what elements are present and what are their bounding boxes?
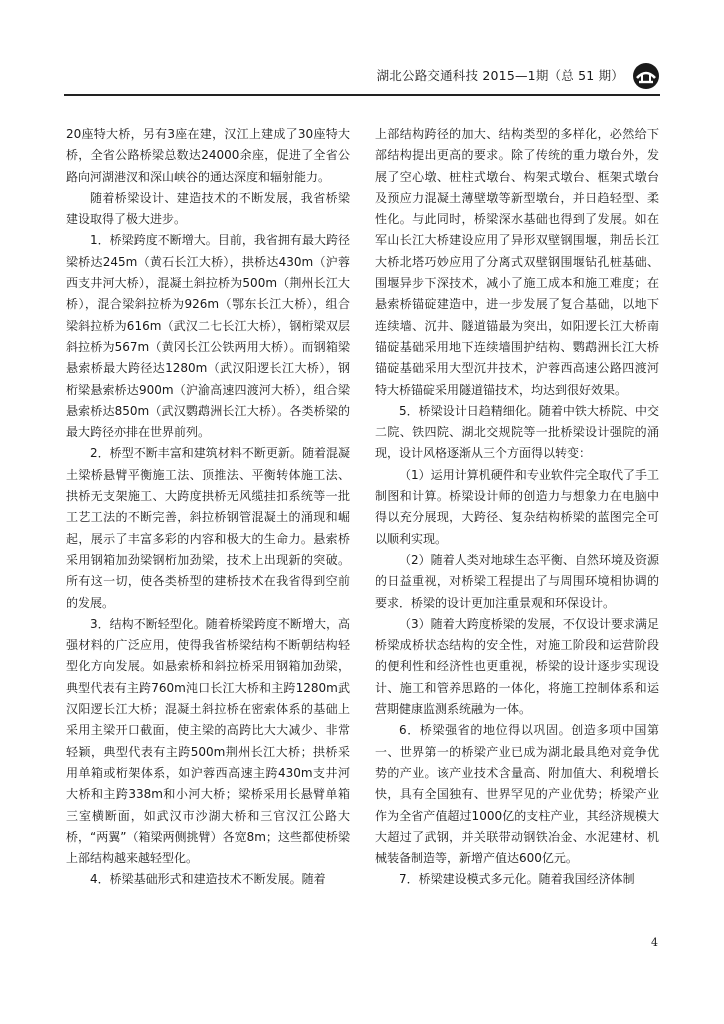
right-column: [375, 124, 659, 891]
journal-logo-icon: [632, 62, 660, 90]
paragraph: 6．桥梁强省的地位得以巩固。创造多项中国第一、世界第一的桥梁产业已成为湖北最具绝对竞争优势的产业。该产业技术含量高、附加值大、利税增长快，具有全国独有、世界罕见的产业优势；桥梁产业作为全省产值超过1000亿的支柱产业，其经济规模大大超过了武钢，并关联带动钢铁冶金、水泥建材、机械装备制造等，新增产值达600亿元。: [375, 723, 659, 866]
paragraph: 20座特大桥，另有3座在建，汉江上建成了30座特大桥，全省公路桥梁总数达24000余座，促进了全省公路向河湖港汊和深山峡谷的通达深度和辐射能力。: [66, 127, 350, 184]
paragraph: 5．桥梁设计日趋精细化。随着中铁大桥院、中交二院、铁四院、湖北交规院等一批桥梁设计强院的涌现，设计风格逐渐从三个方面得以转变：: [375, 403, 659, 461]
paragraph: 1．桥梁跨度不断增大。目前，我省拥有最大跨径梁桥达245m（黄石长江大桥），拱桥达430m（沪蓉西支井河大桥），混凝土斜拉桥为500m（荆州长江大桥），混合梁斜拉桥为926m（鄂东长江大桥），组合梁斜拉桥为616m（武汉二七长江大桥），钢桁梁双层斜拉桥为567m（黄冈长江公铁两用大桥）。而钢箱梁悬索桥最大跨径达1280m（武汉阳逻长江大桥），钢桁梁悬索桥达900m（沪渝高速四渡河大桥），组合梁悬索桥达850m（武汉鹦鹉洲长江大桥）。各类桥梁的最大跨径亦排在世界前列。: [66, 233, 350, 440]
paragraph: （1）运用计算机硬件和专业软件完全取代了手工制图和计算。桥梁设计师的创造力与想象力在电脑中得以充分展现，大跨径、复杂结构桥梁的蓝图完全可以顺利实现。: [375, 467, 659, 546]
paragraph: 7．桥梁建设模式多元化。随着我国经济体制: [399, 872, 635, 887]
running-header: [64, 62, 660, 92]
header-divider: [64, 94, 660, 96]
paragraph: 随着桥梁设计、建造技术的不断发展，我省桥梁建设取得了极大进步。: [66, 190, 350, 227]
journal-issue-title: 湖北公路交通科技 2015—1期（总 51 期）: [376, 68, 624, 83]
left-column: [66, 124, 350, 891]
paragraph: 3．结构不断轻型化。随着桥梁跨度不断增大，高强材料的广泛应用，使得我省桥梁结构不断朝结构轻型化方向发展。如悬索桥和斜拉桥采用钢箱加劲梁，典型代表有主跨760m沌口长江大桥和主跨1280m武汉阳逻长江大桥；混凝土斜拉桥在密索体系的基础上采用主梁开口截面，使主梁的高跨比大大减少、非常轻颖，典型代表有主跨500m荆州长江大桥；拱桥采用单箱或桁架体系，如沪蓉西高速主跨430m支井河大桥和主跨338m和小河大桥；梁桥采用长悬臂单箱三室横断面，如武汉市沙湖大桥和三官汉江公路大桥，“两翼”（箱梁两侧挑臂）各宽8m；这些都使桥梁上部结构越来越轻型化。: [66, 616, 350, 866]
paragraph: （2）随着人类对地球生态平衡、自然环境及资源的日益重视，对桥梁工程提出了与周围环境相协调的要求．桥梁的设计更加注重景观和环保设计。: [375, 552, 659, 610]
page-number: 4: [651, 936, 658, 949]
paragraph: 2．桥型不断丰富和建筑材料不断更新。随着混凝土梁桥悬臂平衡施工法、顶推法、平衡转体施工法、拱桥无支架施工、大跨度拱桥无风缆挂扣系统等一批工艺工法的不断完善，斜拉桥钢管混凝土的涌现和崛起，展示了丰富多彩的内容和极大的生命力。悬索桥采用钢箱加劲梁钢桁加劲梁，技术上出现新的突破。所有这一切，使各类桥型的建桥技术在我省得到空前的发展。: [66, 446, 350, 610]
paragraph: 上部结构跨径的加大、结构类型的多样化，必然给下部结构提出更高的要求。除了传统的重力墩台外，发展了空心墩、桩柱式墩台、构架式墩台、框架式墩台及预应力混凝土薄壁墩等新型墩台，并日趋轻型、柔性化。与此同时，桥梁深水基础也得到了发展。如在军山长江大桥建设应用了异形双壁钢围堰，荆岳长江大桥北塔巧妙应用了分离式双壁钢围堰钻孔桩基础、围堰异步下深技术，减小了施工成本和施工难度；在悬索桥锚碇建造中，进一步发展了复合基础，以地下连续墙、沉井、隧道锚最为突出，如阳逻长江大桥南锚碇基础采用地下连续墙围护结构、鹦鹉洲长江大桥锚碇基础采用大型沉井技术，沪蓉西高速公路四渡河特大桥锚碇采用隧道锚技术，均达到很好效果。: [375, 127, 659, 397]
paragraph: 4．桥梁基础形式和建造技术不断发展。随着: [90, 872, 326, 887]
paragraph: （3）随着大跨度桥梁的发展，不仅设计要求满足桥梁成桥状态结构的安全性，对施工阶段和运营阶段的便利性和经济性也更重视，桥梁的设计逐步实现设计、施工和管养思路的一体化，将施工控制体系和运营期健康监测系统融为一体。: [375, 616, 659, 717]
